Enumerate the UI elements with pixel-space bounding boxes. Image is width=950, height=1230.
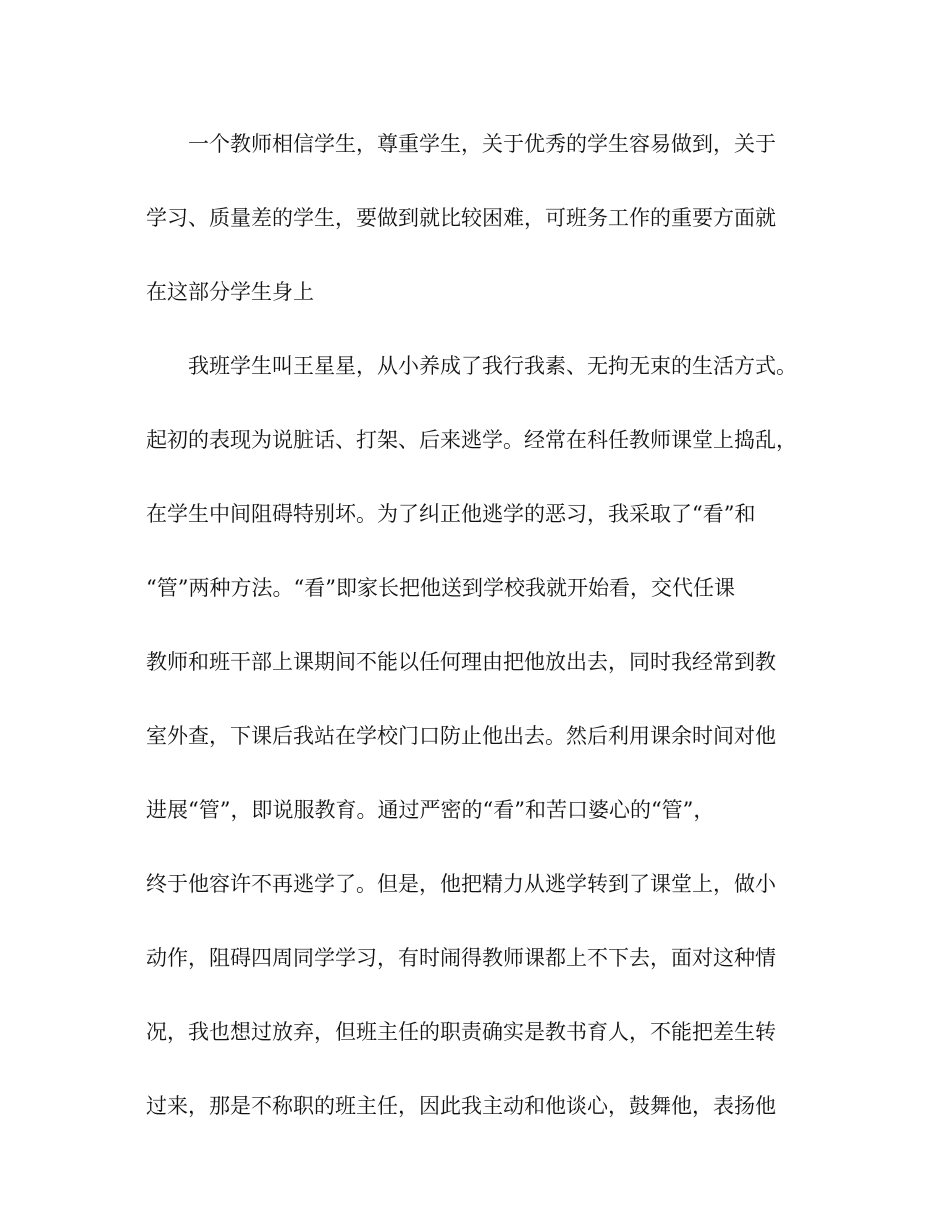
paragraph-2-line-9: 动作，阻碍四周同学学习，有时闹得教师课都上不下去，面对这种情 [146,946,776,970]
paragraph-1-line-1: 一个教师相信学生，尊重学生，关于优秀的学生容易做到，关于 [188,132,776,156]
paragraph-2-line-1: 我班学生叫王星星，从小养成了我行我素、无拘无束的生活方式。 [188,354,797,378]
paragraph-2-line-7: 进展“管”，即说服教育。通过严密的“看”和苦口婆心的“管”， [146,798,715,822]
paragraph-2-line-6: 室外查，下课后我站在学校门口防止他出去。然后利用课余时间对他 [146,724,776,748]
paragraph-1-line-2: 学习、质量差的学生，要做到就比较困难，可班务工作的重要方面就 [146,206,776,230]
paragraph-2-line-11: 过来，那是不称职的班主任，因此我主动和他谈心，鼓舞他，表扬他 [146,1094,776,1118]
paragraph-2-line-2: 起初的表现为说脏话、打架、后来逃学。经常在科任教师课堂上捣乱， [146,428,797,452]
paragraph-2-line-4: “管”两种方法。“看”即家长把他送到学校我就开始看，交代任课 [146,576,735,600]
paragraph-2-line-8: 终于他容许不再逃学了。但是，他把精力从逃学转到了课堂上，做小 [146,872,776,896]
paragraph-1-line-3: 在这部分学生身上 [146,280,314,304]
paragraph-2-line-5: 教师和班干部上课期间不能以任何理由把他放出去，同时我经常到教 [146,650,776,674]
paragraph-2-line-10: 况，我也想过放弃，但班主任的职责确实是教书育人，不能把差生转 [146,1020,776,1044]
paragraph-2-line-3: 在学生中间阻碍特别坏。为了纠正他逃学的恶习，我采取了“看”和 [146,502,756,526]
